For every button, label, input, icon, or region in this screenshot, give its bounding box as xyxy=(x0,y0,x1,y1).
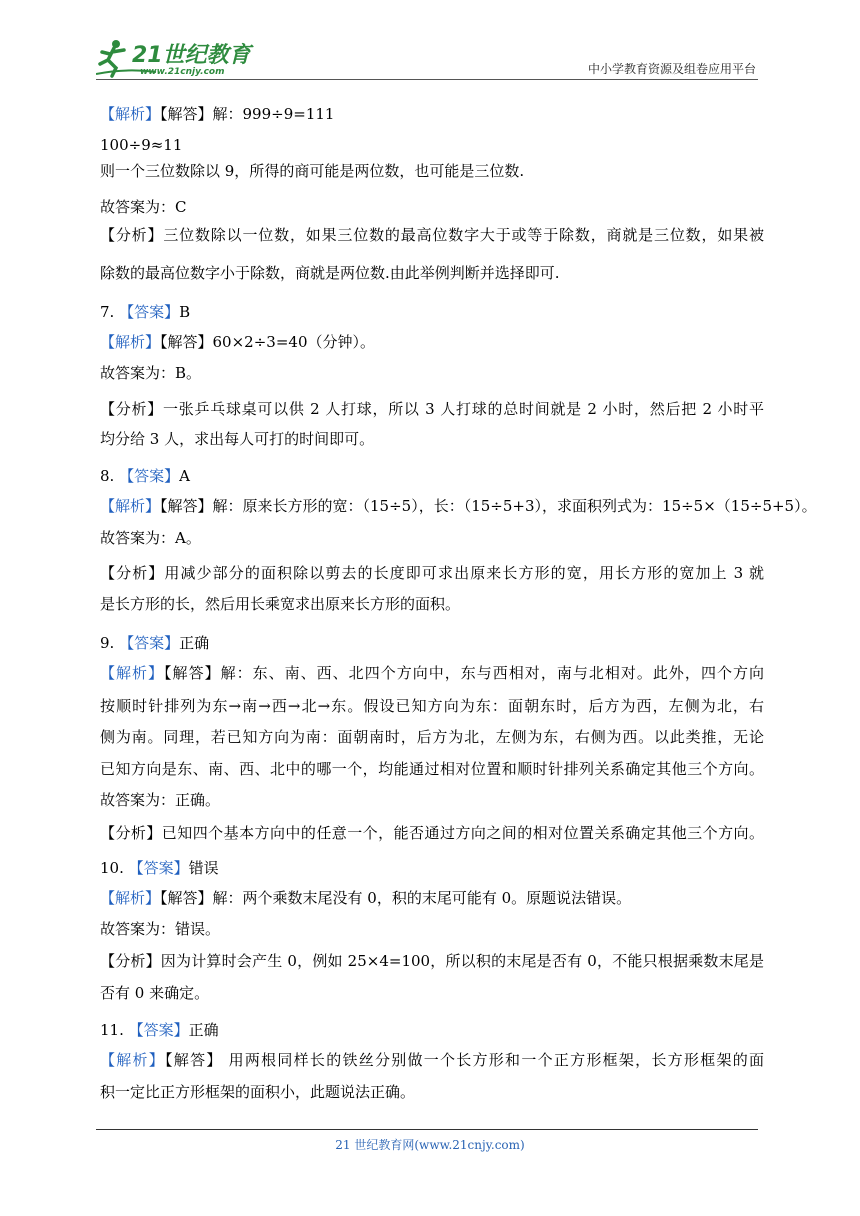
text-span: 【解答】解：东、南、西、北四个方向中，东与西相对，南与北相对。此外，四个方向 xyxy=(164,664,764,682)
text-span: 【分析】一张乒乓球桌可以供 2 人打球，所以 3 人打球的总时间就是 2 小时，然后把 2 小时平 xyxy=(100,400,764,418)
footer-text: 21 世纪教育网(www.21cnjy.com) xyxy=(335,1138,525,1152)
section-tag: 【答案】 xyxy=(128,859,189,877)
text-span: 【解答】解：两个乘数末尾没有 0，积的末尾可能有 0。原题说法错误。 xyxy=(160,889,632,907)
footer-divider xyxy=(96,1129,758,1130)
text-span: 11. xyxy=(100,1021,129,1039)
text-line xyxy=(100,790,220,810)
text-span: 故答案为：A。 xyxy=(100,529,201,547)
text-span: 【分析】已知四个基本方向中的任意一个，能否通过方向之间的相对位置关系确定其他三个方向。 xyxy=(100,824,764,842)
text-span: 已知方向是东、南、西、北中的哪一个，均能通过相对位置和顺时针排列关系确定其他三个方向。 xyxy=(100,760,764,778)
text-line xyxy=(100,399,764,419)
section-tag: 【答案】 xyxy=(119,634,180,652)
text-line xyxy=(100,1050,764,1070)
text-line xyxy=(100,466,190,486)
text-span: 8. xyxy=(100,467,120,485)
text-span: A xyxy=(179,467,190,485)
text-span: 【解答】解：999÷9=111 xyxy=(160,105,335,123)
text-line xyxy=(100,528,201,548)
text-line xyxy=(100,633,209,653)
text-line xyxy=(100,1082,415,1102)
text-line xyxy=(100,1020,219,1040)
text-span: 【解答】60×2÷3=40（分钟）。 xyxy=(160,333,375,351)
text-span: 100÷9≈11 xyxy=(100,136,183,154)
text-line xyxy=(100,594,460,614)
section-tag: 【解析】 xyxy=(100,105,161,123)
section-tag: 【答案】 xyxy=(119,303,180,321)
text-span: 正确 xyxy=(188,1021,219,1039)
text-line xyxy=(100,983,209,1003)
text-span: 故答案为：C xyxy=(100,198,187,216)
logo-text: 21世纪教育 xyxy=(132,43,251,68)
text-span: 【解答】解：原来长方形的宽：（15÷5），长：（15÷5+3），求面积列式为：15÷5×（15÷5+5）。 xyxy=(160,497,817,515)
text-span: 10. xyxy=(100,859,129,877)
text-span: 【解答】 用两根同样长的铁丝分别做一个长方形和一个正方形框架，长方形框架的面 xyxy=(165,1051,764,1069)
text-span: 按顺时针排列为东→南→西→北→东。假设已知方向为东：面朝东时，后方为西，左侧为北，右 xyxy=(100,697,764,715)
text-span: 否有 0 来确定。 xyxy=(100,984,210,1002)
section-tag: 【解析】 xyxy=(100,664,165,682)
text-span: B xyxy=(179,303,191,321)
section-tag: 【解析】 xyxy=(100,497,161,515)
text-span: 故答案为：B。 xyxy=(100,364,202,382)
text-span: 【分析】因为计算时会产生 0，例如 25×4=100，所以积的末尾是否有 0，不能只根据乘数末尾是 xyxy=(100,952,764,970)
logo xyxy=(96,38,276,80)
text-line xyxy=(100,563,764,583)
section-tag: 【答案】 xyxy=(128,1021,189,1039)
text-line xyxy=(100,135,182,155)
section-tag: 【解析】 xyxy=(100,1051,166,1069)
section-tag: 【解析】 xyxy=(100,889,161,907)
text-span: 【分析】用减少部分的面积除以剪去的长度即可求出原来长方形的宽，用长方形的宽加上 3 就 xyxy=(100,564,764,582)
text-span: 则一个三位数除以 9，所得的商可能是两位数，也可能是三位数. xyxy=(100,162,525,180)
section-tag: 【解析】 xyxy=(100,333,161,351)
text-line xyxy=(100,759,764,779)
text-span: 是长方形的长，然后用长乘宽求出原来长方形的面积。 xyxy=(100,595,461,613)
text-line xyxy=(100,263,560,283)
text-line xyxy=(100,332,375,352)
text-span: 9. xyxy=(100,634,120,652)
header-divider xyxy=(96,79,758,80)
text-span: 正确 xyxy=(179,634,210,652)
text-span: 积一定比正方形框架的面积小，此题说法正确。 xyxy=(100,1083,416,1101)
text-line xyxy=(100,888,631,908)
text-line xyxy=(100,696,764,716)
text-line xyxy=(100,823,764,843)
text-line xyxy=(100,496,817,516)
text-span: 侧为南。同理，若已知方向为南：面朝南时，后方为北，左侧为东，右侧为西。以此类推，无论 xyxy=(100,728,764,746)
text-line xyxy=(100,429,374,449)
page-header xyxy=(96,38,758,80)
text-line xyxy=(100,727,764,747)
text-line xyxy=(100,161,524,181)
text-span: 故答案为：错误。 xyxy=(100,920,221,938)
logo-url: www.21cnjy.com xyxy=(140,67,225,77)
text-line xyxy=(100,919,220,939)
text-line xyxy=(100,363,201,383)
text-line xyxy=(100,663,764,683)
text-span: 【分析】三位数除以一位数，如果三位数的最高位数字大于或等于除数，商就是三位数，如果被 xyxy=(100,226,764,244)
text-line xyxy=(100,104,334,124)
text-span: 7. xyxy=(100,303,120,321)
text-line xyxy=(100,225,764,245)
text-line xyxy=(100,302,190,322)
text-line xyxy=(100,858,219,878)
text-line xyxy=(100,951,764,971)
text-span: 除数的最高位数字小于除数，商就是两位数.由此举例判断并选择即可. xyxy=(100,264,560,282)
text-line xyxy=(100,197,186,217)
text-span: 错误 xyxy=(188,859,219,877)
text-span: 均分给 3 人，求出每人可打的时间即可。 xyxy=(100,430,375,448)
text-span: 故答案为：正确。 xyxy=(100,791,221,809)
section-tag: 【答案】 xyxy=(119,467,180,485)
header-platform-text: 中小学教育资源及组卷应用平台 xyxy=(587,62,756,76)
